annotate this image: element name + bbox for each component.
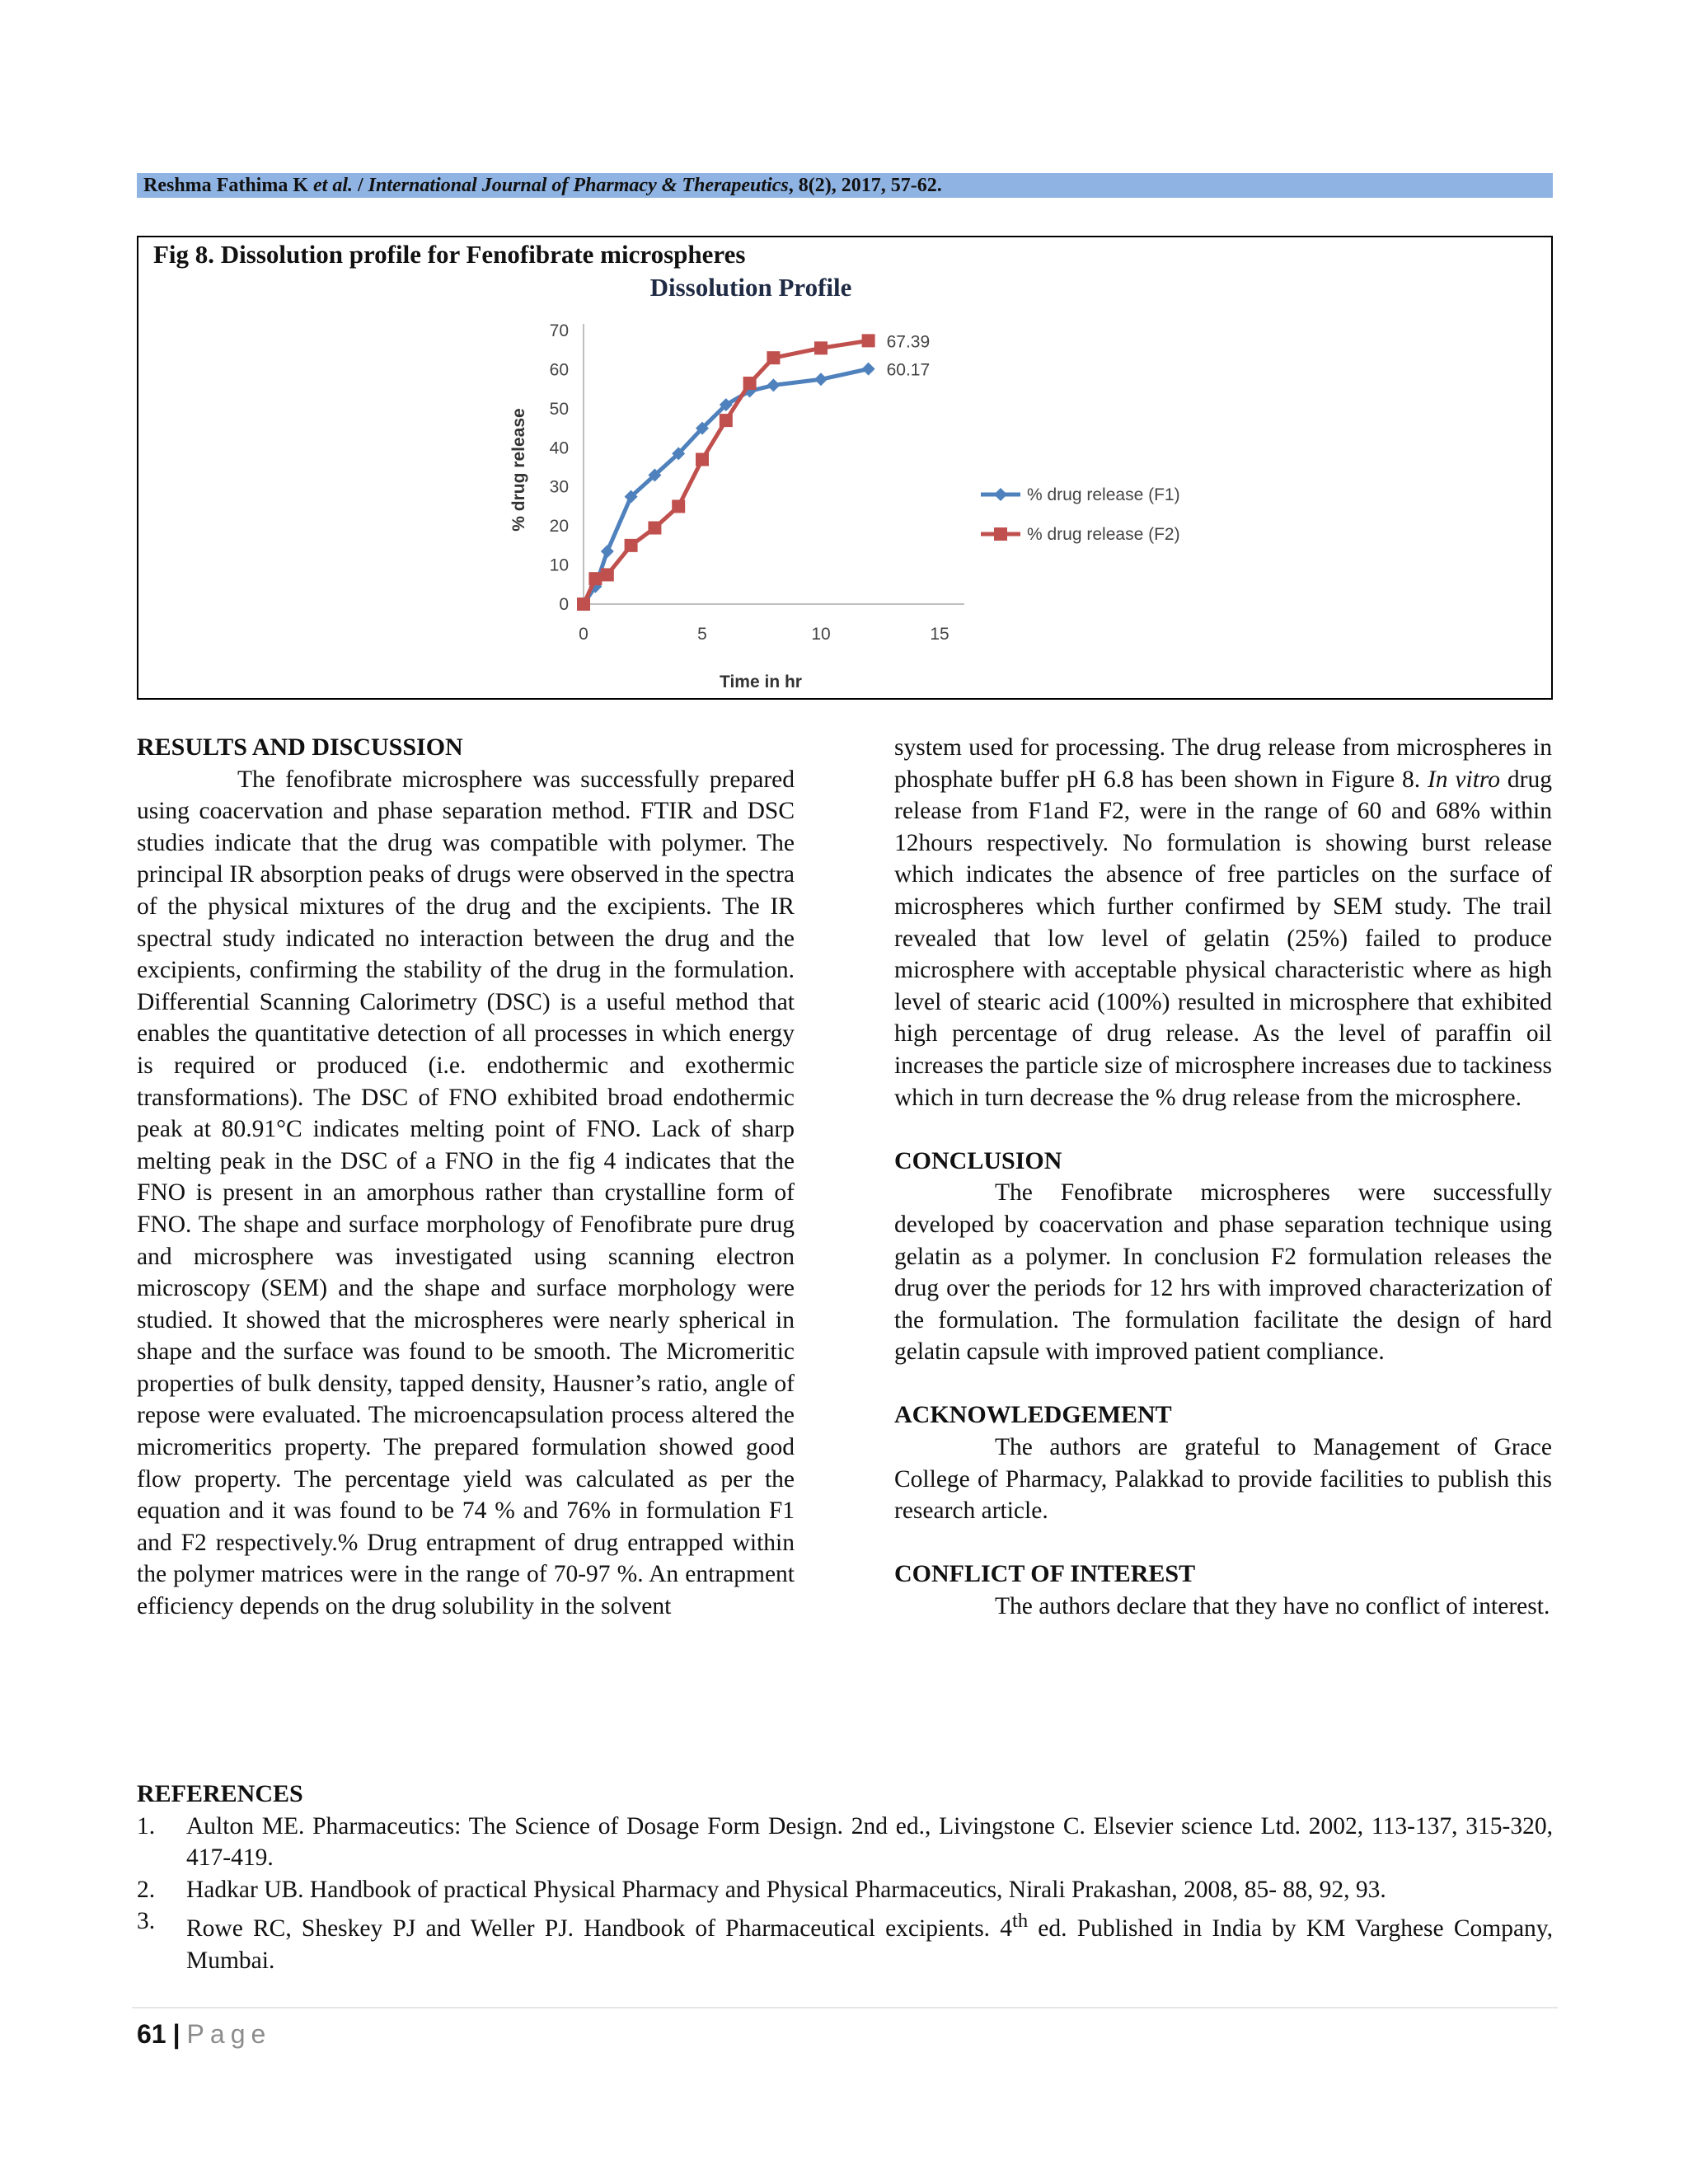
footer-rule	[132, 2007, 1558, 2008]
left-column	[137, 732, 795, 1623]
results-continuation	[894, 732, 1552, 1113]
y-tick-label: 50	[549, 399, 569, 419]
reference-item	[137, 1874, 1553, 1906]
reference-superscript: th	[1012, 1910, 1029, 1933]
y-tick-label: 10	[549, 555, 569, 575]
page-footer	[137, 2016, 271, 2052]
continuation-text-a: system used for processing. The drug release from microspheres in phosphate buffer pH 6.8 has been shown in Figure 8.	[894, 734, 1552, 793]
page-number: 61	[137, 2019, 166, 2049]
end-data-label: 67.39	[886, 332, 931, 352]
reference-text: Aulton ME. Pharmaceutics: The Science of Dosage Form Design. 2nd ed., Livingstone C. Elsevier science Ltd. 2002, 113-137, 315-320, 417-419.	[186, 1812, 1553, 1872]
reference-number: 2.	[137, 1876, 156, 1903]
header-sep: /	[353, 175, 368, 196]
chart-title: Dissolution Profile	[649, 273, 852, 302]
page-word: Page	[186, 2019, 272, 2049]
references-list	[137, 1811, 1553, 1977]
y-tick-label: 30	[549, 477, 569, 497]
y-tick-label: 60	[549, 360, 569, 380]
data-point-f2	[743, 377, 757, 390]
data-point-f2	[767, 351, 780, 364]
y-tick-label: 0	[559, 595, 569, 614]
reference-number: 3.	[137, 1908, 156, 1935]
header-etal: et al.	[313, 175, 353, 196]
reference-item	[137, 1811, 1553, 1874]
x-tick-label: 5	[697, 625, 707, 644]
y-tick-label: 40	[549, 438, 569, 458]
legend-entry: % drug release (F1)	[1027, 485, 1180, 504]
figure-caption: Fig 8. Dissolution profile for Fenofibrate microspheres	[153, 240, 746, 269]
data-point-f1	[862, 363, 875, 376]
reference-item	[137, 1905, 1553, 1976]
reference-text: ed. Published in India by KM Varghese Company, Mumbai.	[186, 1915, 1553, 1974]
legend-marker-f2	[994, 527, 1007, 541]
results-heading: RESULTS AND DISCUSSION	[137, 733, 463, 761]
continuation-text-b: drug release from F1and F2, were in the range of 60 and 68% within 12hours respectively. No formulation is showing burst release which indicates the absence of free particles on the surface of microspheres which further confirmed by SEM study. The trail revealed that low level of gelatin (25%) failed to produce microsphere with acceptable physical characteristic where as high level of stearic acid (100%) resulted in microsphere that exhibited high percentage of drug release. As the level of paraffin oil increases the particle size of microsphere increases due to tackiness which in turn decrease the % drug release from the microsphere.	[894, 766, 1552, 1111]
dissolution-chart	[138, 237, 1551, 698]
y-axis-label: % drug release	[509, 408, 528, 532]
x-tick-label: 0	[579, 625, 588, 644]
y-tick-label: 70	[549, 321, 569, 340]
x-tick-label: 15	[930, 625, 950, 644]
results-paragraph: The fenofibrate microsphere was successfully prepared using coacervation and phase separation method. FTIR and DSC studies indicate that the drug was compatible with polymer. The principal IR absorption peaks of drugs were observed in the spectra of the physical mixtures of the drug and the excipients. The IR spectral study indicated no interaction between the drug and the excipients, confirming the stability of the drug in the formulation. Differential Scanning Calorimetry (DSC) is a useful method that enables the quantitative detection of all processes in which energy is required or produced (i.e. endothermic and exothermic transformations). The DSC of FNO exhibited broad endothermic peak at 80.91°C indicates melting point of FNO. Lack of sharp melting peak in the DSC of a FNO in the fig 4 indicates that the FNO is present in an amorphous rather than crystalline form of FNO. The shape and surface morphology of Fenofibrate pure drug and microsphere was investigated using scanning electron microscopy (SEM) and the shape and surface morphology were studied. It showed that the microspheres were nearly spherical in shape and the surface was found to be smooth. The Micromeritic properties of bulk density, tapped density, Hausner’s ratio, angle of repose were evaluated. The microencapsulation process altered the micromeritics property. The prepared formulation showed good flow property. The percentage yield was calculated as per the equation and it was found to be 74 % and 76% in formulation F1 and F2 respectively.% Drug entrapment of drug entrapped within the polymer matrices were in the range of 70-97 %. An entrapment efficiency depends on the drug solubility in the solvent	[137, 766, 795, 1620]
conclusion-paragraph: The Fenofibrate microspheres were successfully developed by coacervation and phase separation technique using gelatin as a polymer. In conclusion F2 formulation releases the drug over the periods for 12 hrs with improved characterization of the formulation. The formulation facilitate the design of hard gelatin capsule with improved patient compliance.	[894, 1179, 1552, 1366]
data-point-f2	[672, 499, 685, 513]
header-citation: , 8(2), 2017, 57-62.	[788, 175, 942, 196]
data-point-f2	[625, 539, 638, 552]
end-data-label: 60.17	[886, 360, 931, 380]
data-point-f2	[814, 341, 828, 354]
x-tick-label: 10	[811, 625, 831, 644]
data-point-f2	[696, 453, 709, 466]
reference-text: Rowe RC, Sheskey PJ and Weller PJ. Handbook of Pharmaceutical excipients. 4	[186, 1915, 1012, 1943]
y-tick-label: 20	[549, 517, 569, 537]
data-point-f2	[588, 572, 602, 585]
data-point-f2	[577, 598, 590, 611]
header-journal: International Journal of Pharmacy & Therapeutics	[368, 175, 789, 196]
data-point-f1	[814, 373, 828, 386]
references-heading: REFERENCES	[137, 1780, 303, 1807]
data-point-f1	[601, 545, 614, 558]
reference-text: Hadkar UB. Handbook of practical Physical Pharmacy and Physical Pharmaceutics, Nirali Prakashan, 2008, 85- 88, 92, 93.	[186, 1876, 1386, 1903]
header-authors: Reshma Fathima K	[143, 175, 308, 196]
data-point-f2	[601, 568, 614, 581]
right-column	[894, 732, 1552, 1623]
acknowledgement-heading: ACKNOWLEDGEMENT	[894, 1401, 1172, 1429]
data-point-f1	[767, 378, 780, 391]
data-point-f2	[862, 334, 875, 347]
conclusion-heading: CONCLUSION	[894, 1146, 1062, 1174]
in-vitro-term: In vitro	[1427, 766, 1501, 793]
data-point-f2	[720, 414, 733, 427]
legend-marker-f1	[994, 488, 1007, 501]
legend-entry: % drug release (F2)	[1027, 525, 1180, 544]
footer-separator: |	[172, 2019, 181, 2049]
x-axis-label: Time in hr	[720, 673, 802, 691]
conflict-paragraph: The authors declare that they have no conflict of interest.	[995, 1593, 1550, 1620]
data-point-f2	[648, 522, 661, 535]
reference-number: 1.	[137, 1812, 156, 1840]
conflict-heading: CONFLICT OF INTEREST	[894, 1560, 1196, 1588]
acknowledgement-paragraph: The authors are grateful to Management of Grace College of Pharmacy, Palakkad to provide facilities to publish this research article.	[894, 1434, 1552, 1525]
references-section	[137, 1779, 1553, 1976]
running-header	[137, 173, 1553, 198]
figure-box	[137, 236, 1553, 700]
